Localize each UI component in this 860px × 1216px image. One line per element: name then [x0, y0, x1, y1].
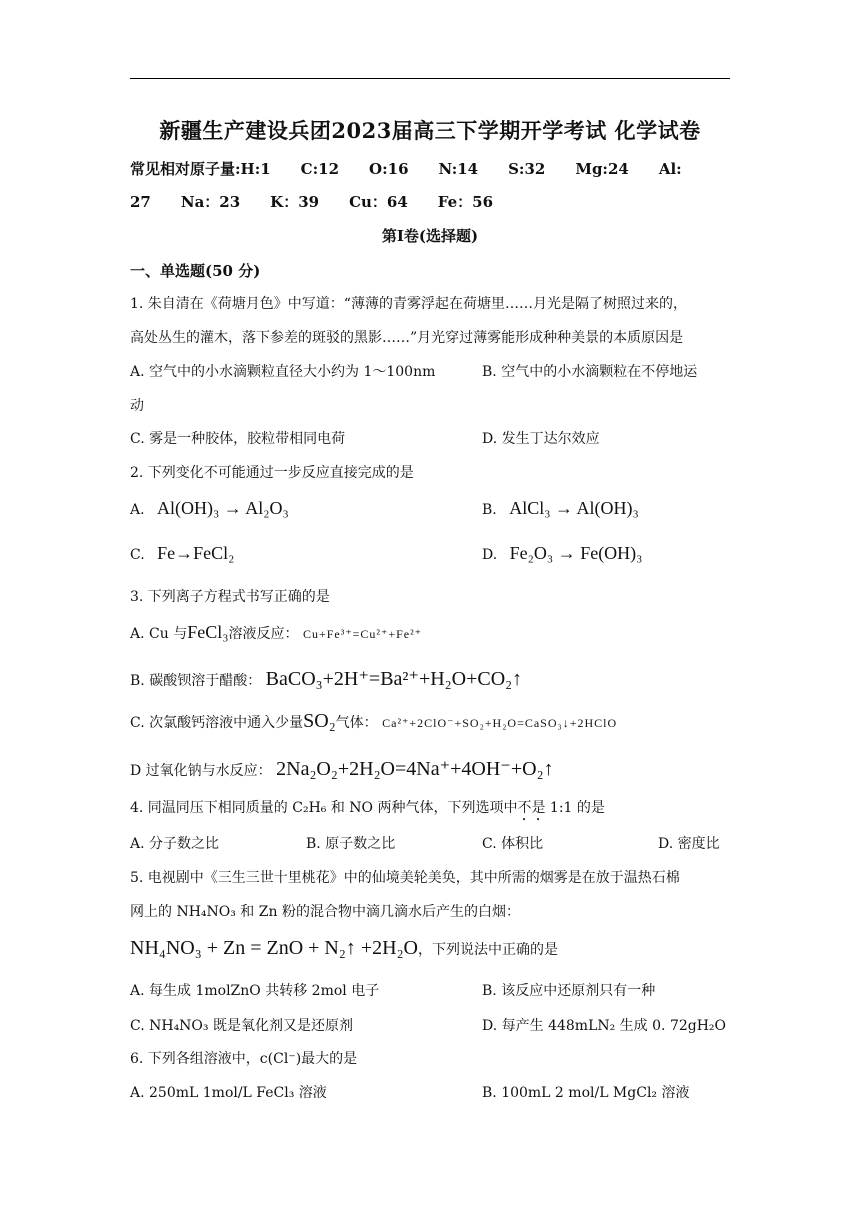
q4-option-d: D. 密度比: [658, 836, 720, 852]
q3-option-c: [130, 710, 617, 733]
q3-option-a-equation: Cu+Fe³⁺=Cu²⁺+Fe²⁺: [302, 627, 423, 641]
q1-option-d: D. 发生丁达尔效应: [482, 431, 600, 447]
q3-option-a-text-2: 溶液反应：: [228, 626, 299, 642]
q2-option-b: [482, 498, 639, 519]
q3-option-c-equation: Ca²⁺+2ClO⁻+SO₂+H₂O=CaSO₃↓+2HClO: [382, 716, 618, 730]
q5-equation: NH₄NO₃ + Zn = ZnO + N₂↑ +2H₂O: [130, 937, 418, 959]
q4-stem-emphasis: 不是: [517, 800, 546, 816]
q3-option-b: [130, 666, 522, 691]
q2-option-d-formula: Fe₂O₃ → Fe(OH)₃: [509, 543, 643, 563]
q2-option-b-formula: AlCl₃ → Al(OH)₃: [509, 498, 639, 518]
q4-option-c: C. 体积比: [482, 836, 544, 852]
atomic-masses-line-2: 27 Na：23 K：39 Cu：64 Fe：56: [130, 193, 494, 211]
q2-option-a-formula: Al(OH)₃ → Al₂O₃: [157, 498, 289, 518]
q3-option-c-text: C. 次氯酸钙溶液中通入少量: [130, 715, 304, 731]
q5-stem-line-1: 5. 电视剧中《三生三世十里桃花》中的仙境美轮美奂，其中所需的烟雾是在放于温热石棉: [130, 870, 680, 886]
section-heading: 一、单选题(50 分): [130, 262, 261, 280]
q6-stem: 6. 下列各组溶液中，c(Cl⁻)最大的是: [130, 1051, 358, 1067]
q3-option-b-text: B. 碳酸钡溶于醋酸：: [130, 673, 262, 689]
q4-option-a: A. 分子数之比: [130, 836, 220, 852]
q1-option-c: C. 雾是一种胶体，胶粒带相同电荷: [130, 431, 346, 447]
q2-option-a-label: A.: [130, 502, 145, 518]
q1-stem-line-2: 高处丛生的灌木，落下参差的斑驳的黑影……”月光穿过薄雾能形成种种美景的本质原因是: [130, 330, 684, 346]
q4-stem: [130, 797, 605, 824]
q3-stem: 3. 下列离子方程式书写正确的是: [130, 589, 330, 605]
q3-option-a-reagent: FeCl₃: [187, 622, 229, 642]
q3-option-a: [130, 622, 422, 643]
q4-stem-text-2: 1:1 的是: [545, 800, 605, 816]
q1-option-a: A. 空气中的小水滴颗粒直径大小约为 1～100nm: [130, 364, 436, 380]
q6-option-a: A. 250mL 1mol/L FeCl₃ 溶液: [130, 1085, 327, 1101]
page-title: 新疆生产建设兵团2023届高三下学期开学考试 化学试卷: [159, 118, 701, 143]
q2-stem: 2. 下列变化不可能通过一步反应直接完成的是: [130, 465, 414, 481]
q3-option-c-reagent: SO₂: [303, 710, 336, 732]
q3-option-d-equation: 2Na₂O₂+2H₂O=4Na⁺+4OH⁻+O₂↑: [276, 758, 554, 780]
q5-stem-line-2: 网上的 NH₄NO₃ 和 Zn 粉的混合物中滴几滴水后产生的白烟：: [130, 904, 520, 920]
q5-option-c: C. NH₄NO₃ 既是氧化剂又是还原剂: [130, 1018, 353, 1034]
q1-option-b-continued: 动: [130, 398, 144, 414]
header-rule: [130, 78, 730, 79]
q3-option-a-text: A. Cu 与: [130, 626, 188, 642]
q2-option-c-label: C.: [130, 547, 145, 563]
q5-equation-line: [130, 937, 558, 960]
q2-option-d-label: D.: [482, 547, 498, 563]
q2-option-b-label: B.: [482, 502, 497, 518]
q1-stem-line-1: 1. 朱自清在《荷塘月色》中写道：“薄薄的青雾浮起在荷塘里……月光是隔了树照过来的，: [130, 296, 687, 312]
q2-option-a: [130, 498, 289, 519]
volume-heading: 第I卷(选择题): [381, 227, 479, 245]
q5-option-b: B. 该反应中还原剂只有一种: [482, 983, 656, 999]
q4-option-b: B. 原子数之比: [306, 836, 396, 852]
q4-stem-text: 4. 同温同压下相同质量的 C₂H₆ 和 NO 两种气体，下列选项中: [130, 800, 518, 816]
q5-option-a: A. 每生成 1molZnO 共转移 2mol 电子: [130, 983, 380, 999]
q5-option-d: D. 每产生 448mLN₂ 生成 0. 72gH₂O: [482, 1018, 727, 1034]
q5-equation-tail: ，下列说法中正确的是: [418, 942, 558, 958]
atomic-masses-line-1: 常见相对原子量:H:1 C:12 O:16 N:14 S:32 Mg:24 Al:: [130, 160, 682, 178]
q6-option-b: B. 100mL 2 mol/L MgCl₂ 溶液: [482, 1085, 690, 1101]
q3-option-c-text-2: 气体：: [335, 715, 378, 731]
q2-option-c-formula: Fe→FeCl₂: [157, 543, 235, 563]
q3-option-d: [130, 756, 554, 781]
q3-option-d-text: D 过氧化钠与水反应：: [130, 763, 272, 779]
q2-option-d: [482, 543, 642, 564]
q3-option-b-equation: BaCO₃+2H⁺=Ba²⁺+H₂O+CO₂↑: [265, 668, 523, 690]
q1-option-b: B. 空气中的小水滴颗粒在不停地运: [482, 364, 698, 380]
q2-option-c: [130, 543, 234, 564]
